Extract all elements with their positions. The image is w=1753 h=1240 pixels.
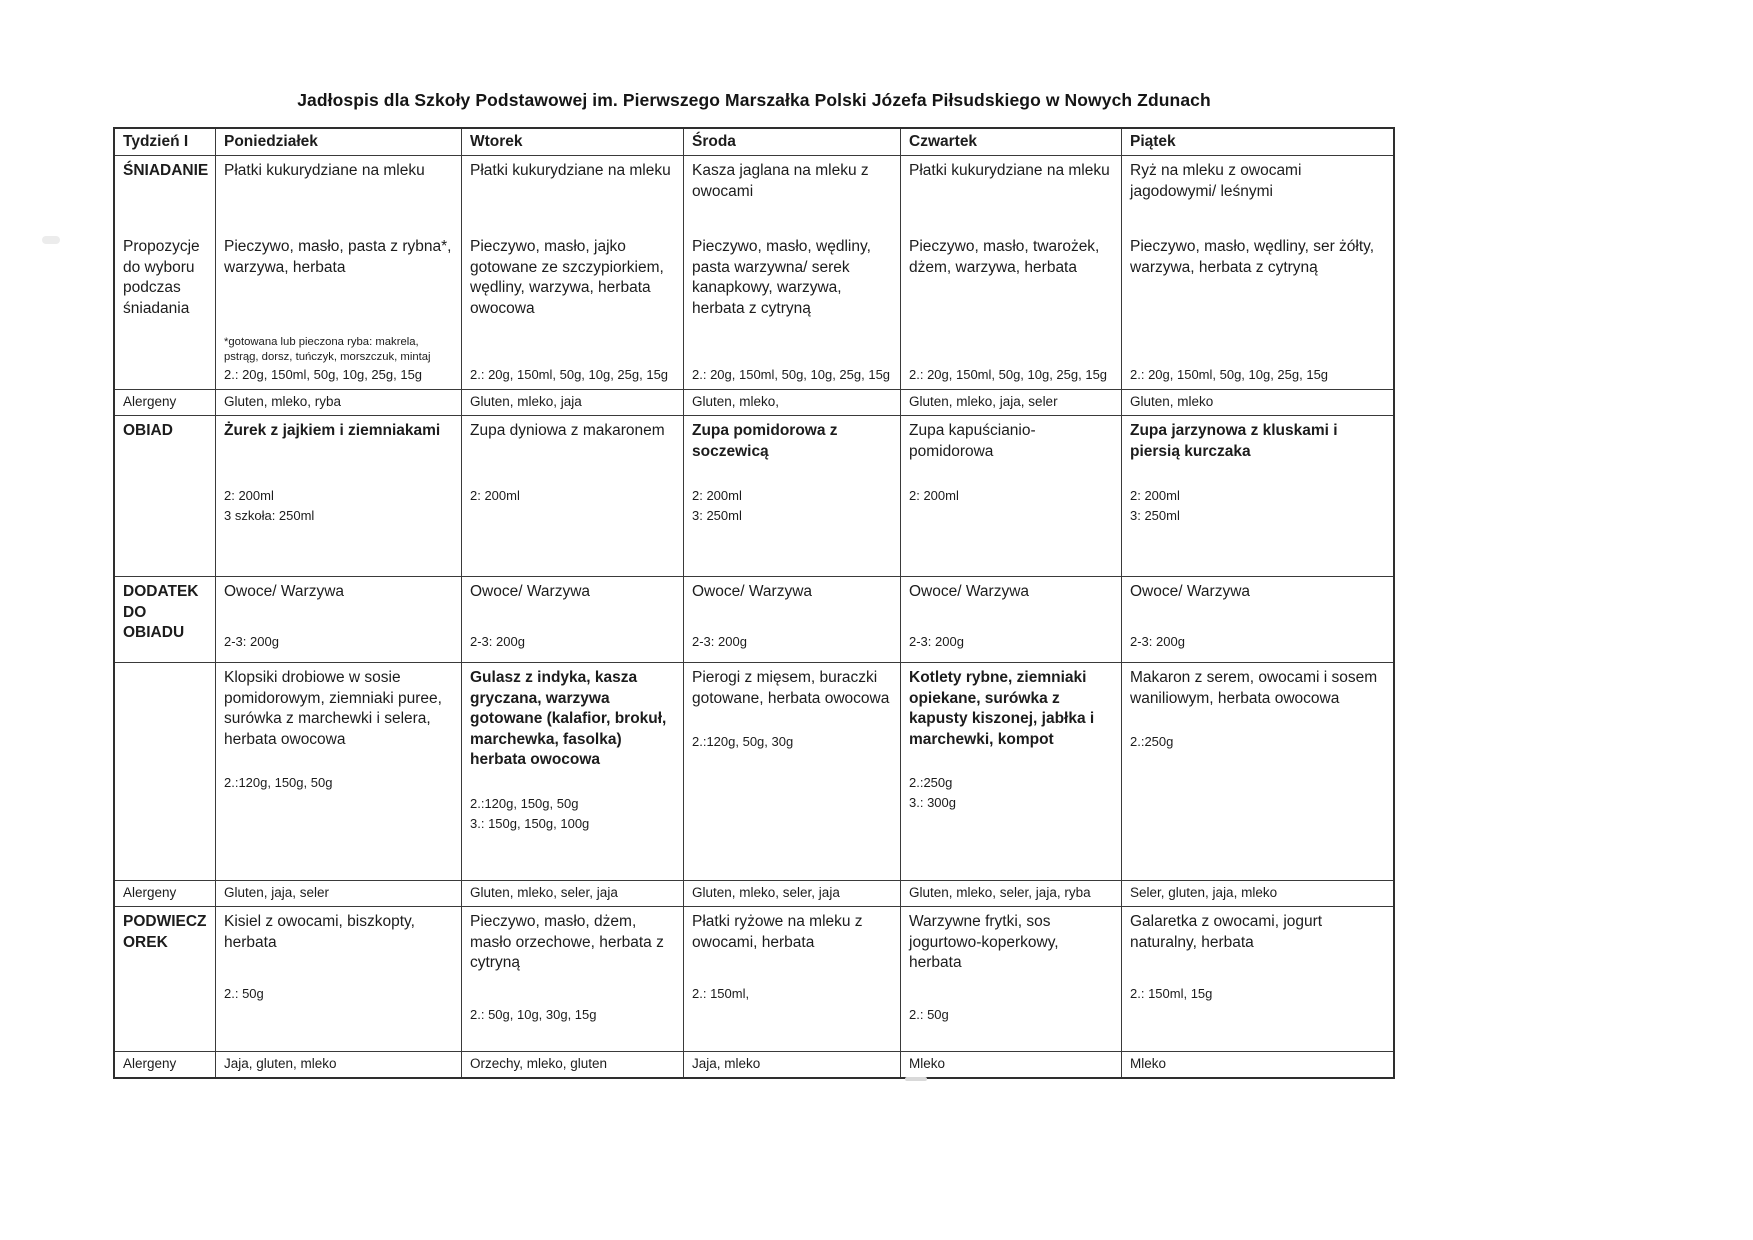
scan-mark — [905, 1077, 927, 1081]
row-label-text: ŚNIADANIE — [123, 162, 209, 180]
row-label-cell — [115, 881, 215, 906]
dish-text: Owoce/ Warzywa — [224, 583, 345, 601]
portion-text: 2: 200ml — [1130, 488, 1180, 504]
column-header-text: Czwartek — [909, 133, 978, 150]
menu-cell — [900, 390, 1121, 415]
dish-text: Kisiel z owocami, biszkopty, herbata — [224, 913, 415, 951]
portion-text: 2: 200ml — [470, 488, 520, 504]
portion-text: 2.:120g, 50g, 30g — [692, 734, 794, 750]
dish-text: Pieczywo, masło, jajko gotowane ze szczypiorkiem, wędliny, warzywa, herbata owocowa — [470, 238, 664, 317]
day-column-header — [215, 129, 461, 155]
menu-cell — [461, 1052, 683, 1077]
portion-text: 2.: 150ml, 15g — [1130, 986, 1213, 1002]
dish-text: Owoce/ Warzywa — [1130, 583, 1251, 601]
dish-text: Zupa dyniowa z makaronem — [470, 422, 665, 440]
column-header-text: Piątek — [1130, 133, 1176, 150]
menu-cell — [900, 577, 1121, 662]
portion-text: 3 szkoła: 250ml — [224, 507, 315, 523]
portion-text: 2-3: 200g — [470, 633, 525, 649]
menu-cell — [683, 390, 900, 415]
portion-text: 2: 200ml — [909, 488, 959, 504]
weekly-menu-table — [113, 127, 1395, 1079]
document-title: Jadłospis dla Szkoły Podstawowej im. Pierwszego Marszałka Polski Józefa Piłsudskiego w Nowych Zdunach — [297, 90, 1211, 110]
portion-text: 3.: 300g — [909, 795, 956, 811]
menu-cell — [461, 390, 683, 415]
table-row-allergens — [115, 880, 1393, 906]
table-row-breakfast — [115, 155, 1393, 389]
menu-cell — [215, 1052, 461, 1077]
row-label-text: PODWIECZOREK — [123, 913, 207, 951]
dish-text: Płatki kukurydziane na mleku — [909, 162, 1110, 180]
menu-cell — [215, 156, 461, 389]
allergen-text: Gluten, jaja, seler — [224, 885, 330, 901]
menu-cell — [683, 416, 900, 576]
footnote-text: *gotowana lub pieczona ryba: makrela, pstrąg, dorsz, tuńczyk, morszczuk, mintaj — [224, 335, 431, 363]
menu-cell — [461, 416, 683, 576]
menu-cell — [1121, 390, 1393, 415]
portion-text: 2.: 50g — [909, 1006, 949, 1022]
portion-text: 2-3: 200g — [1130, 633, 1185, 649]
portion-text: 2.: 20g, 150ml, 50g, 10g, 25g, 15g — [909, 367, 1108, 383]
row-label-text: OBIAD — [123, 422, 173, 440]
menu-cell — [215, 577, 461, 662]
column-header-text: Środa — [692, 133, 736, 150]
table-header-row — [115, 129, 1393, 155]
menu-cell — [900, 416, 1121, 576]
menu-cell — [215, 907, 461, 1051]
dish-text: Zupa pomidorowa z soczewicą — [692, 422, 838, 460]
dish-text: Pieczywo, masło, pasta z rybna*, warzywa, herbata — [224, 238, 452, 276]
allergen-text: Gluten, mleko, seler, jaja — [692, 885, 840, 901]
portion-text: 2.:250g — [909, 775, 953, 791]
dish-text: Pieczywo, masło, wędliny, pasta warzywna/ serek kanapkowy, warzywa, herbata z cytryną — [692, 238, 871, 317]
menu-cell — [215, 416, 461, 576]
column-header-text: Wtorek — [470, 133, 523, 150]
dish-text: Pieczywo, masło, twarożek, dżem, warzywa, herbata — [909, 238, 1100, 276]
allergen-text: Gluten, mleko, — [692, 394, 780, 410]
menu-cell — [683, 907, 900, 1051]
dish-text: Pierogi z mięsem, buraczki gotowane, herbata owocowa — [692, 669, 890, 707]
portion-text: 2-3: 200g — [692, 633, 747, 649]
table-row-dinner — [115, 415, 1393, 576]
row-label-text: Alergeny — [123, 394, 177, 410]
menu-cell — [683, 881, 900, 906]
dish-text: Żurek z jajkiem i ziemniakami — [224, 422, 441, 440]
menu-cell — [683, 577, 900, 662]
dish-text: Ryż na mleku z owocami jagodowymi/ leśnymi — [1130, 162, 1302, 200]
table-row-main — [115, 662, 1393, 880]
scan-smudge — [42, 236, 60, 244]
row-label-cell — [115, 907, 215, 1051]
dish-text: Warzywne frytki, sos jogurtowo-koperkowy, herbata — [909, 913, 1059, 972]
day-column-header — [461, 129, 683, 155]
row-label-text: Alergeny — [123, 1056, 177, 1072]
portion-text: 2.: 20g, 150ml, 50g, 10g, 25g, 15g — [224, 367, 423, 383]
dish-text: Owoce/ Warzywa — [909, 583, 1030, 601]
menu-cell — [1121, 1052, 1393, 1077]
allergen-text: Gluten, mleko, jaja — [470, 394, 582, 410]
portion-text: 2.:250g — [1130, 734, 1174, 750]
menu-cell — [683, 663, 900, 880]
portion-text: 2.:120g, 150g, 50g — [470, 795, 579, 811]
menu-cell — [461, 907, 683, 1051]
menu-cell — [683, 156, 900, 389]
dish-text: Owoce/ Warzywa — [470, 583, 591, 601]
allergen-text: Jaja, mleko — [692, 1056, 761, 1072]
dish-text: Galaretka z owocami, jogurt naturalny, herbata — [1130, 913, 1323, 951]
allergen-text: Mleko — [1130, 1056, 1167, 1072]
portion-text: 2.: 20g, 150ml, 50g, 10g, 25g, 15g — [692, 367, 891, 383]
day-column-header — [683, 129, 900, 155]
dish-text: Kotlety rybne, ziemniaki opiekane, surówka z kapusty kiszonej, jabłka i marchewki, kompot — [909, 669, 1095, 748]
allergen-text: Seler, gluten, jaja, mleko — [1130, 885, 1278, 901]
dish-text: Makaron z serem, owocami i sosem waniliowym, herbata owocowa — [1130, 669, 1378, 707]
portion-text: 3.: 150g, 150g, 100g — [470, 815, 590, 831]
allergen-text: Gluten, mleko, ryba — [224, 394, 342, 410]
portion-text: 2.: 20g, 150ml, 50g, 10g, 25g, 15g — [1130, 367, 1329, 383]
row-label-text: Propozycje do wyboru podczas śniadania — [123, 238, 200, 317]
menu-cell — [900, 1052, 1121, 1077]
row-label-cell — [115, 577, 215, 662]
table-row-side — [115, 576, 1393, 662]
menu-cell — [461, 577, 683, 662]
dish-text: Płatki ryżowe na mleku z owocami, herbata — [692, 913, 863, 951]
row-label-cell — [115, 1052, 215, 1077]
menu-cell — [1121, 416, 1393, 576]
dish-text: Płatki kukurydziane na mleku — [224, 162, 425, 180]
menu-cell — [1121, 907, 1393, 1051]
row-label-cell — [115, 416, 215, 576]
allergen-text: Gluten, mleko — [1130, 394, 1214, 410]
menu-cell — [900, 663, 1121, 880]
portion-text: 2: 200ml — [692, 488, 742, 504]
menu-cell — [215, 663, 461, 880]
allergen-text: Gluten, mleko, seler, jaja — [470, 885, 618, 901]
row-label-text: Alergeny — [123, 885, 177, 901]
table-row-allergens — [115, 389, 1393, 415]
row-label-cell — [115, 663, 215, 880]
portion-text: 2.:120g, 150g, 50g — [224, 775, 333, 791]
allergen-text: Gluten, mleko, seler, jaja, ryba — [909, 885, 1091, 901]
dish-text: Pieczywo, masło, dżem, masło orzechowe, herbata z cytryną — [470, 913, 664, 972]
allergen-text: Mleko — [909, 1056, 946, 1072]
dish-text: Zupa kapuścianio-pomidorowa — [909, 422, 1036, 460]
allergen-text: Gluten, mleko, jaja, seler — [909, 394, 1058, 410]
dish-text: Klopsiki drobiowe w sosie pomidorowym, ziemniaki puree, surówka z marchewki i selera, herbata owocowa — [224, 669, 442, 748]
menu-cell — [1121, 881, 1393, 906]
row-label-cell — [115, 390, 215, 415]
portion-text: 2.: 20g, 150ml, 50g, 10g, 25g, 15g — [470, 367, 669, 383]
menu-cell — [1121, 156, 1393, 389]
dish-text: Zupa jarzynowa z kluskami i piersią kurczaka — [1130, 422, 1338, 460]
menu-cell — [215, 390, 461, 415]
menu-cell — [215, 881, 461, 906]
menu-cell — [900, 881, 1121, 906]
portion-text: 2.: 150ml, — [692, 986, 750, 1002]
week-label-header — [115, 129, 215, 155]
row-label-cell — [115, 156, 215, 389]
portion-text: 3: 250ml — [1130, 507, 1180, 523]
row-label-text: DODATEK DO OBIADU — [123, 583, 199, 642]
portion-text: 2.: 50g, 10g, 30g, 15g — [470, 1006, 597, 1022]
day-column-header — [900, 129, 1121, 155]
column-header-text: Poniedziałek — [224, 133, 318, 150]
menu-cell — [461, 881, 683, 906]
menu-cell — [900, 907, 1121, 1051]
menu-cell — [461, 663, 683, 880]
dish-text: Płatki kukurydziane na mleku — [470, 162, 671, 180]
portion-text: 2: 200ml — [224, 488, 274, 504]
portion-text: 3: 250ml — [692, 507, 742, 523]
column-header-text: Tydzień I — [123, 133, 189, 150]
allergen-text: Jaja, gluten, mleko — [224, 1056, 337, 1072]
menu-cell — [1121, 577, 1393, 662]
dish-text: Owoce/ Warzywa — [692, 583, 813, 601]
table-row-snack — [115, 906, 1393, 1051]
menu-cell — [900, 156, 1121, 389]
dish-text: Gulasz z indyka, kasza gryczana, warzywa gotowane (kalafior, brokuł, marchewka, fasolka) herbata owocowa — [470, 669, 667, 769]
menu-cell — [461, 156, 683, 389]
portion-text: 2-3: 200g — [224, 633, 279, 649]
menu-cell — [1121, 663, 1393, 880]
dish-text: Pieczywo, masło, wędliny, ser żółty, warzywa, herbata z cytryną — [1130, 238, 1375, 276]
dish-text: Kasza jaglana na mleku z owocami — [692, 162, 869, 200]
portion-text: 2.: 50g — [224, 986, 264, 1002]
allergen-text: Orzechy, mleko, gluten — [470, 1056, 608, 1072]
portion-text: 2-3: 200g — [909, 633, 964, 649]
day-column-header — [1121, 129, 1393, 155]
menu-cell — [683, 1052, 900, 1077]
table-row-allergens — [115, 1051, 1393, 1077]
